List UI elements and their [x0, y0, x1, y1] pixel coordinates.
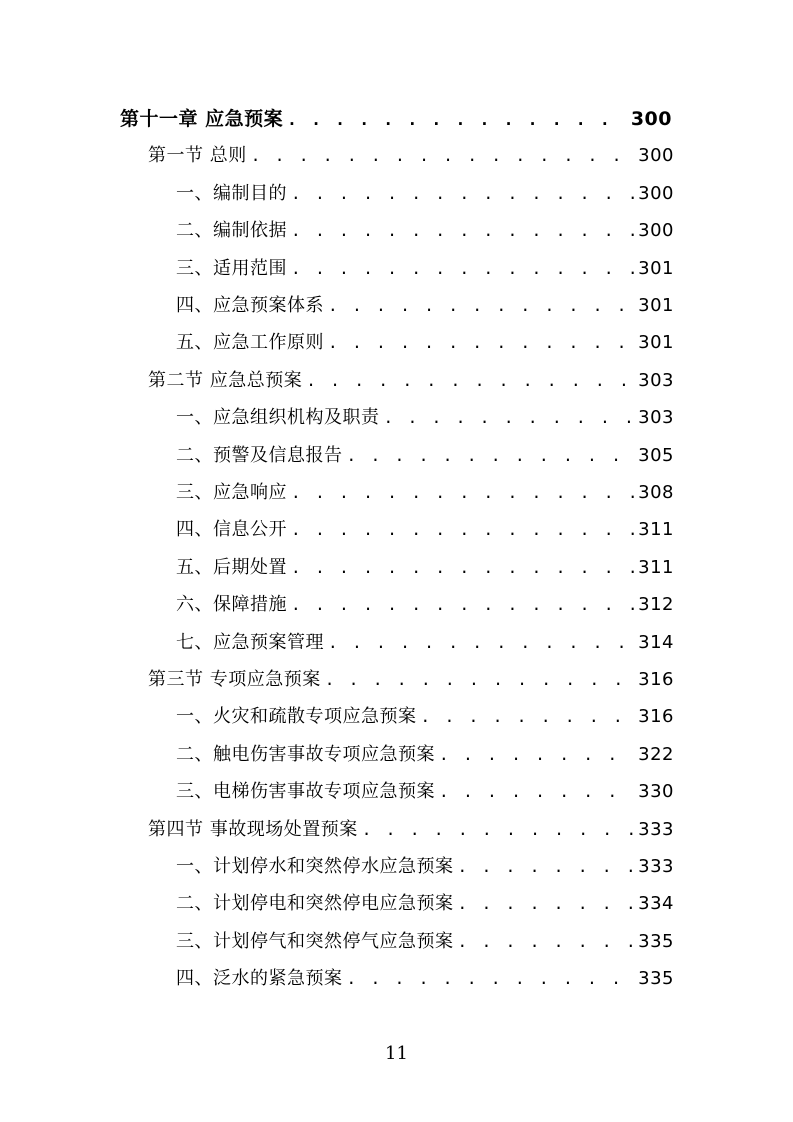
- toc-leader-dots: [328, 293, 634, 319]
- toc-leader-dots: [291, 517, 634, 543]
- toc-entry-label: 一、编制目的: [176, 183, 287, 204]
- page-number: 11: [385, 1043, 408, 1064]
- toc-entry-page: 301: [638, 258, 674, 279]
- toc-entry[interactable]: [176, 592, 674, 618]
- toc-entry-label: 二、编制依据: [176, 220, 287, 241]
- toc-entry-label: 四、信息公开: [176, 519, 287, 540]
- toc-leader-dots: [347, 443, 635, 469]
- toc-entry-page: 300: [638, 220, 674, 241]
- toc-entry-page: 322: [638, 744, 674, 765]
- toc-leader-dots: [439, 742, 634, 768]
- toc-entry[interactable]: [148, 667, 674, 693]
- toc-entry-label: 六、保障措施: [176, 594, 287, 615]
- toc-entry-page: 303: [638, 370, 674, 391]
- toc-leader-dots: [458, 891, 635, 917]
- toc-leader-dots: [439, 779, 634, 805]
- toc-entry-page: 311: [638, 557, 674, 578]
- toc-leader-dots: [251, 143, 634, 169]
- toc-entry-label: 四、泛水的紧急预案: [176, 968, 343, 989]
- toc-entry[interactable]: [176, 293, 674, 319]
- toc-entry-label: 一、计划停水和突然停水应急预案: [176, 856, 454, 877]
- toc-entry-page: 316: [638, 669, 674, 690]
- toc-entry-label: 第三节 专项应急预案: [148, 669, 321, 690]
- toc-entry[interactable]: [148, 143, 674, 169]
- toc-entry[interactable]: [176, 256, 674, 282]
- toc-leader-dots: [384, 405, 635, 431]
- toc-entry[interactable]: [120, 106, 672, 132]
- toc-entry[interactable]: [176, 966, 674, 992]
- toc-entry-label: 二、计划停电和突然停电应急预案: [176, 893, 454, 914]
- toc-entry[interactable]: [176, 742, 674, 768]
- toc-entry[interactable]: [176, 929, 674, 955]
- toc-entry[interactable]: [176, 330, 674, 356]
- toc-entry-page: 300: [638, 183, 674, 204]
- toc-leader-dots: [291, 181, 634, 207]
- toc-entry-label: 一、应急组织机构及职责: [176, 407, 380, 428]
- toc-entry-page: 305: [638, 445, 674, 466]
- toc-entry-label: 五、后期处置: [176, 557, 287, 578]
- toc-leader-dots: [306, 368, 634, 394]
- toc-entry-page: 314: [638, 632, 674, 653]
- toc-leader-dots: [291, 256, 634, 282]
- toc-leader-dots: [328, 630, 634, 656]
- toc-entry[interactable]: [176, 405, 674, 431]
- toc-entry-page: 334: [638, 893, 674, 914]
- toc-entry-page: 308: [638, 482, 674, 503]
- toc-leader-dots: [291, 592, 634, 618]
- toc-leader-dots: [347, 966, 635, 992]
- toc-leader-dots: [291, 218, 634, 244]
- toc-leader-dots: [291, 555, 634, 581]
- toc-entry-label: 第二节 应急总预案: [148, 370, 303, 391]
- toc-entry[interactable]: [176, 218, 674, 244]
- toc-leader-dots: [362, 817, 634, 843]
- toc-entry[interactable]: [176, 779, 674, 805]
- toc-entry[interactable]: [176, 480, 674, 506]
- toc-leader-dots: [458, 929, 635, 955]
- toc-entry-label: 第一节 总则: [148, 145, 247, 166]
- toc-entry[interactable]: [176, 555, 674, 581]
- toc-entry-label: 三、电梯伤害事故专项应急预案: [176, 781, 435, 802]
- toc-entry[interactable]: [148, 368, 674, 394]
- toc-entry-label: 第十一章 应急预案: [120, 108, 284, 130]
- toc-entry-label: 三、适用范围: [176, 258, 287, 279]
- toc-leader-dots: [325, 667, 634, 693]
- toc-entry-page: 335: [638, 931, 674, 952]
- toc-entry-label: 第四节 事故现场处置预案: [148, 819, 358, 840]
- toc-leader-dots: [458, 854, 635, 880]
- toc-entry-label: 五、应急工作原则: [176, 332, 324, 353]
- toc-entry[interactable]: [176, 630, 674, 656]
- toc-entry-page: 311: [638, 519, 674, 540]
- toc-leader-dots: [291, 480, 634, 506]
- toc-entry-page: 301: [638, 332, 674, 353]
- toc-entry-page: 300: [630, 108, 672, 130]
- toc-entry[interactable]: [176, 517, 674, 543]
- toc-entry-label: 一、火灾和疏散专项应急预案: [176, 706, 417, 727]
- toc-leader-dots: [328, 330, 634, 356]
- toc-entry[interactable]: [176, 443, 674, 469]
- toc-entry[interactable]: [148, 817, 674, 843]
- toc-entry-page: 333: [638, 856, 674, 877]
- toc-entry-page: 316: [638, 706, 674, 727]
- toc-entry-page: 330: [638, 781, 674, 802]
- toc-entry-page: 301: [638, 295, 674, 316]
- toc-entry[interactable]: [176, 891, 674, 917]
- toc-entry-label: 四、应急预案体系: [176, 295, 324, 316]
- toc-entry-label: 三、计划停气和突然停气应急预案: [176, 931, 454, 952]
- toc-entry-page: 312: [638, 594, 674, 615]
- toc-entry-label: 二、触电伤害事故专项应急预案: [176, 744, 435, 765]
- toc-leader-dots: [421, 704, 635, 730]
- toc-entry[interactable]: [176, 181, 674, 207]
- toc-leader-dots: [287, 107, 627, 133]
- toc-entry-label: 七、应急预案管理: [176, 632, 324, 653]
- toc-entry-page: 333: [638, 819, 674, 840]
- toc-entry-page: 303: [638, 407, 674, 428]
- toc-entry[interactable]: [176, 704, 674, 730]
- toc-entry[interactable]: [176, 854, 674, 880]
- toc-entry-page: 335: [638, 968, 674, 989]
- toc-entry-label: 二、预警及信息报告: [176, 445, 343, 466]
- toc-entry-page: 300: [638, 145, 674, 166]
- toc-entry-label: 三、应急响应: [176, 482, 287, 503]
